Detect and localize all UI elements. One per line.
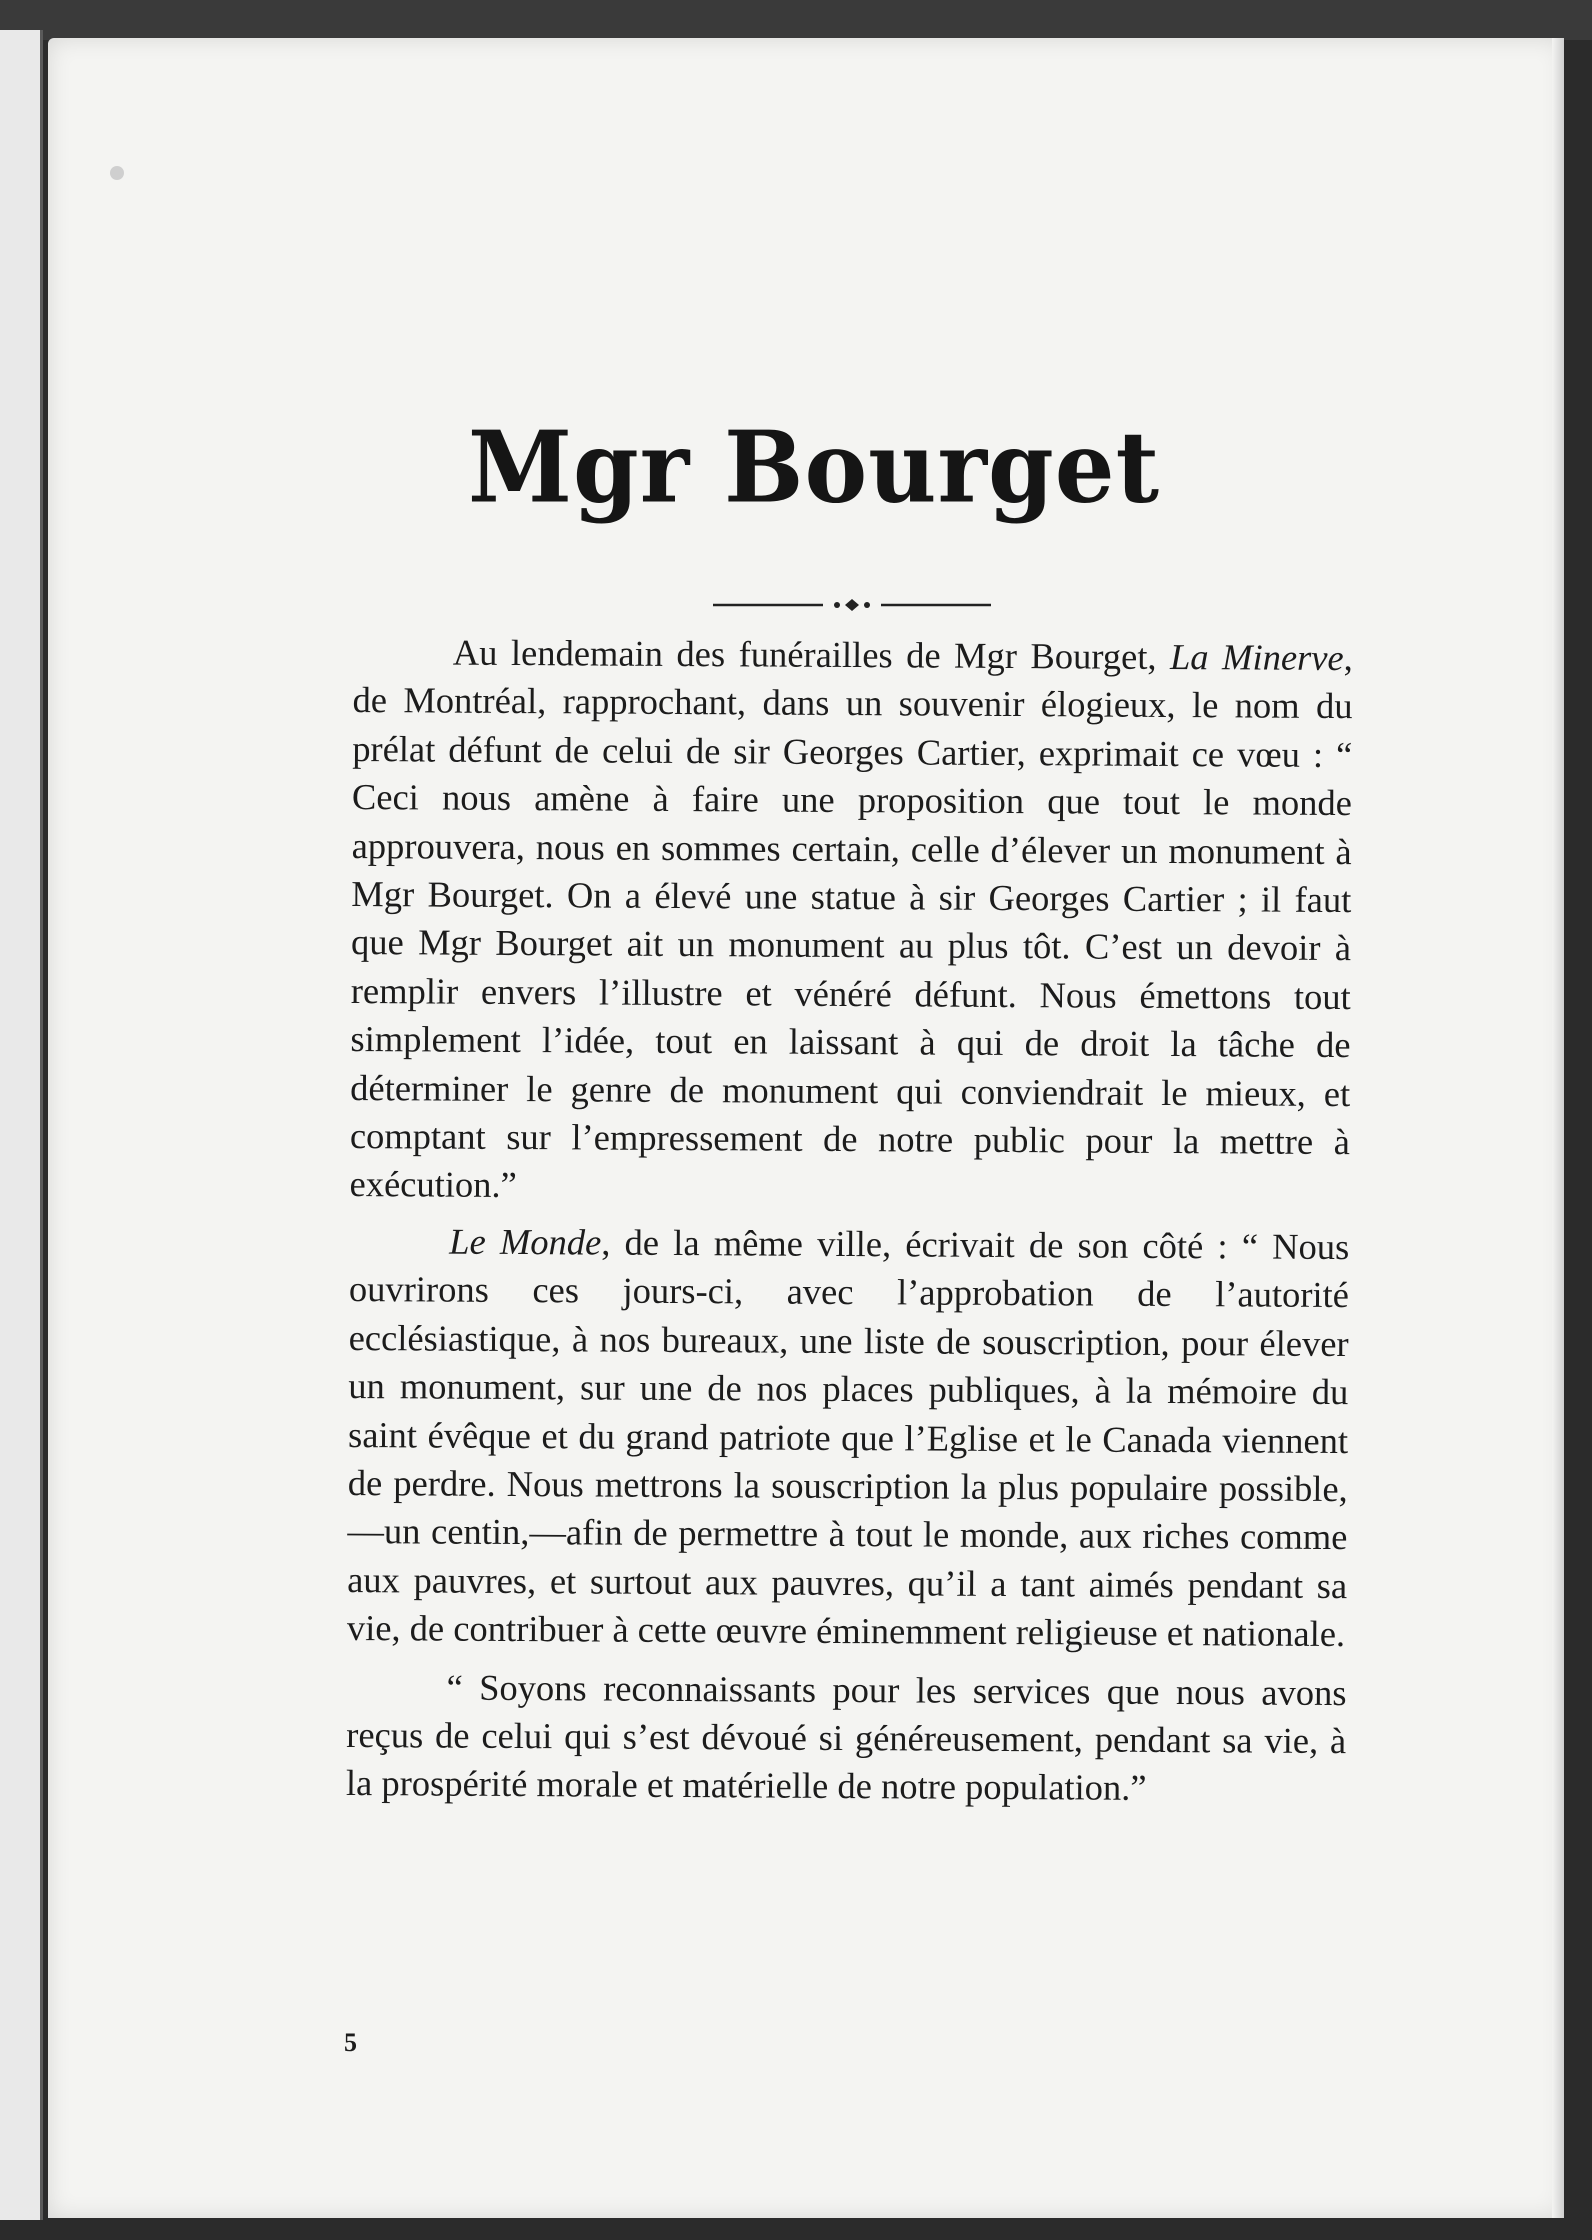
previous-page-edge: [0, 30, 43, 2220]
text-segment: Au lendemain des funérailles de Mgr Bourget,: [452, 631, 1171, 677]
paragraph: [349, 628, 1353, 1215]
paragraph: [346, 1663, 1347, 1814]
italic-title: Le Monde: [449, 1220, 602, 1263]
title-rule-ornament: [713, 594, 991, 616]
italic-title: La Minerve: [1169, 635, 1344, 679]
text-segment: , de Montréal, rapprochant, dans un souvenir élogieux, le nom du prélat défunt de celui de sir Georges Cartier, exprimait ce vœu : “ Ceci nous amène à faire une proposition que tout le monde approuvera, nous en sommes certain, celle d’élever un monument à Mgr Bourget. On a élevé une statue à sir Georges Cartier ; il faut que Mgr Bourget ait un monument au plus tôt. C’est un devoir à remplir envers l’illustre et vénéré défunt. Nous émettons tout simplement l’idée, tout en laissant à qui de droit la tâche de déterminer le genre de monument qui conviendrait le mieux, et comptant sur l’empressement de notre public pour la mettre à exécution.”: [349, 637, 1353, 1206]
page-title: Mgr Bourget: [468, 410, 1160, 526]
paragraph: [347, 1217, 1350, 1659]
body-text: [346, 628, 1353, 1822]
page-edge-shadow: [1552, 38, 1564, 2218]
scan-background-top: [0, 0, 1592, 40]
text-segment: , de la même ville, écrivait de son côté : “ Nous ouvrirons ces jours-ci, avec l’approbation de l’autorité ecclésiastique, à nos bureaux, une liste de souscription, pour élever un monument, sur une de nos places publiques, à la mémoire du saint évêque et du grand patriote que l’Eglise et le Canada viennent de perdre. Nous mettrons la souscription la plus populaire possible, —un centin,—afin de permettre à tout le monde, aux riches comme aux pauvres, et surtout aux pauvres, qu’il a tant aimés pendant sa vie, de contribuer à cette œuvre éminemment religieuse et nationale.: [346, 1221, 1350, 1655]
book-page: [48, 38, 1564, 2218]
text-segment: “ Soyons reconnaissants pour les services que nous avons reçus de celui qui s’est dévoué si généreusement, pendant sa vie, à la prospérité morale et matérielle de notre population.”: [345, 1666, 1347, 1809]
page-number: 5: [344, 2028, 357, 2057]
paper-speck: [110, 166, 124, 180]
